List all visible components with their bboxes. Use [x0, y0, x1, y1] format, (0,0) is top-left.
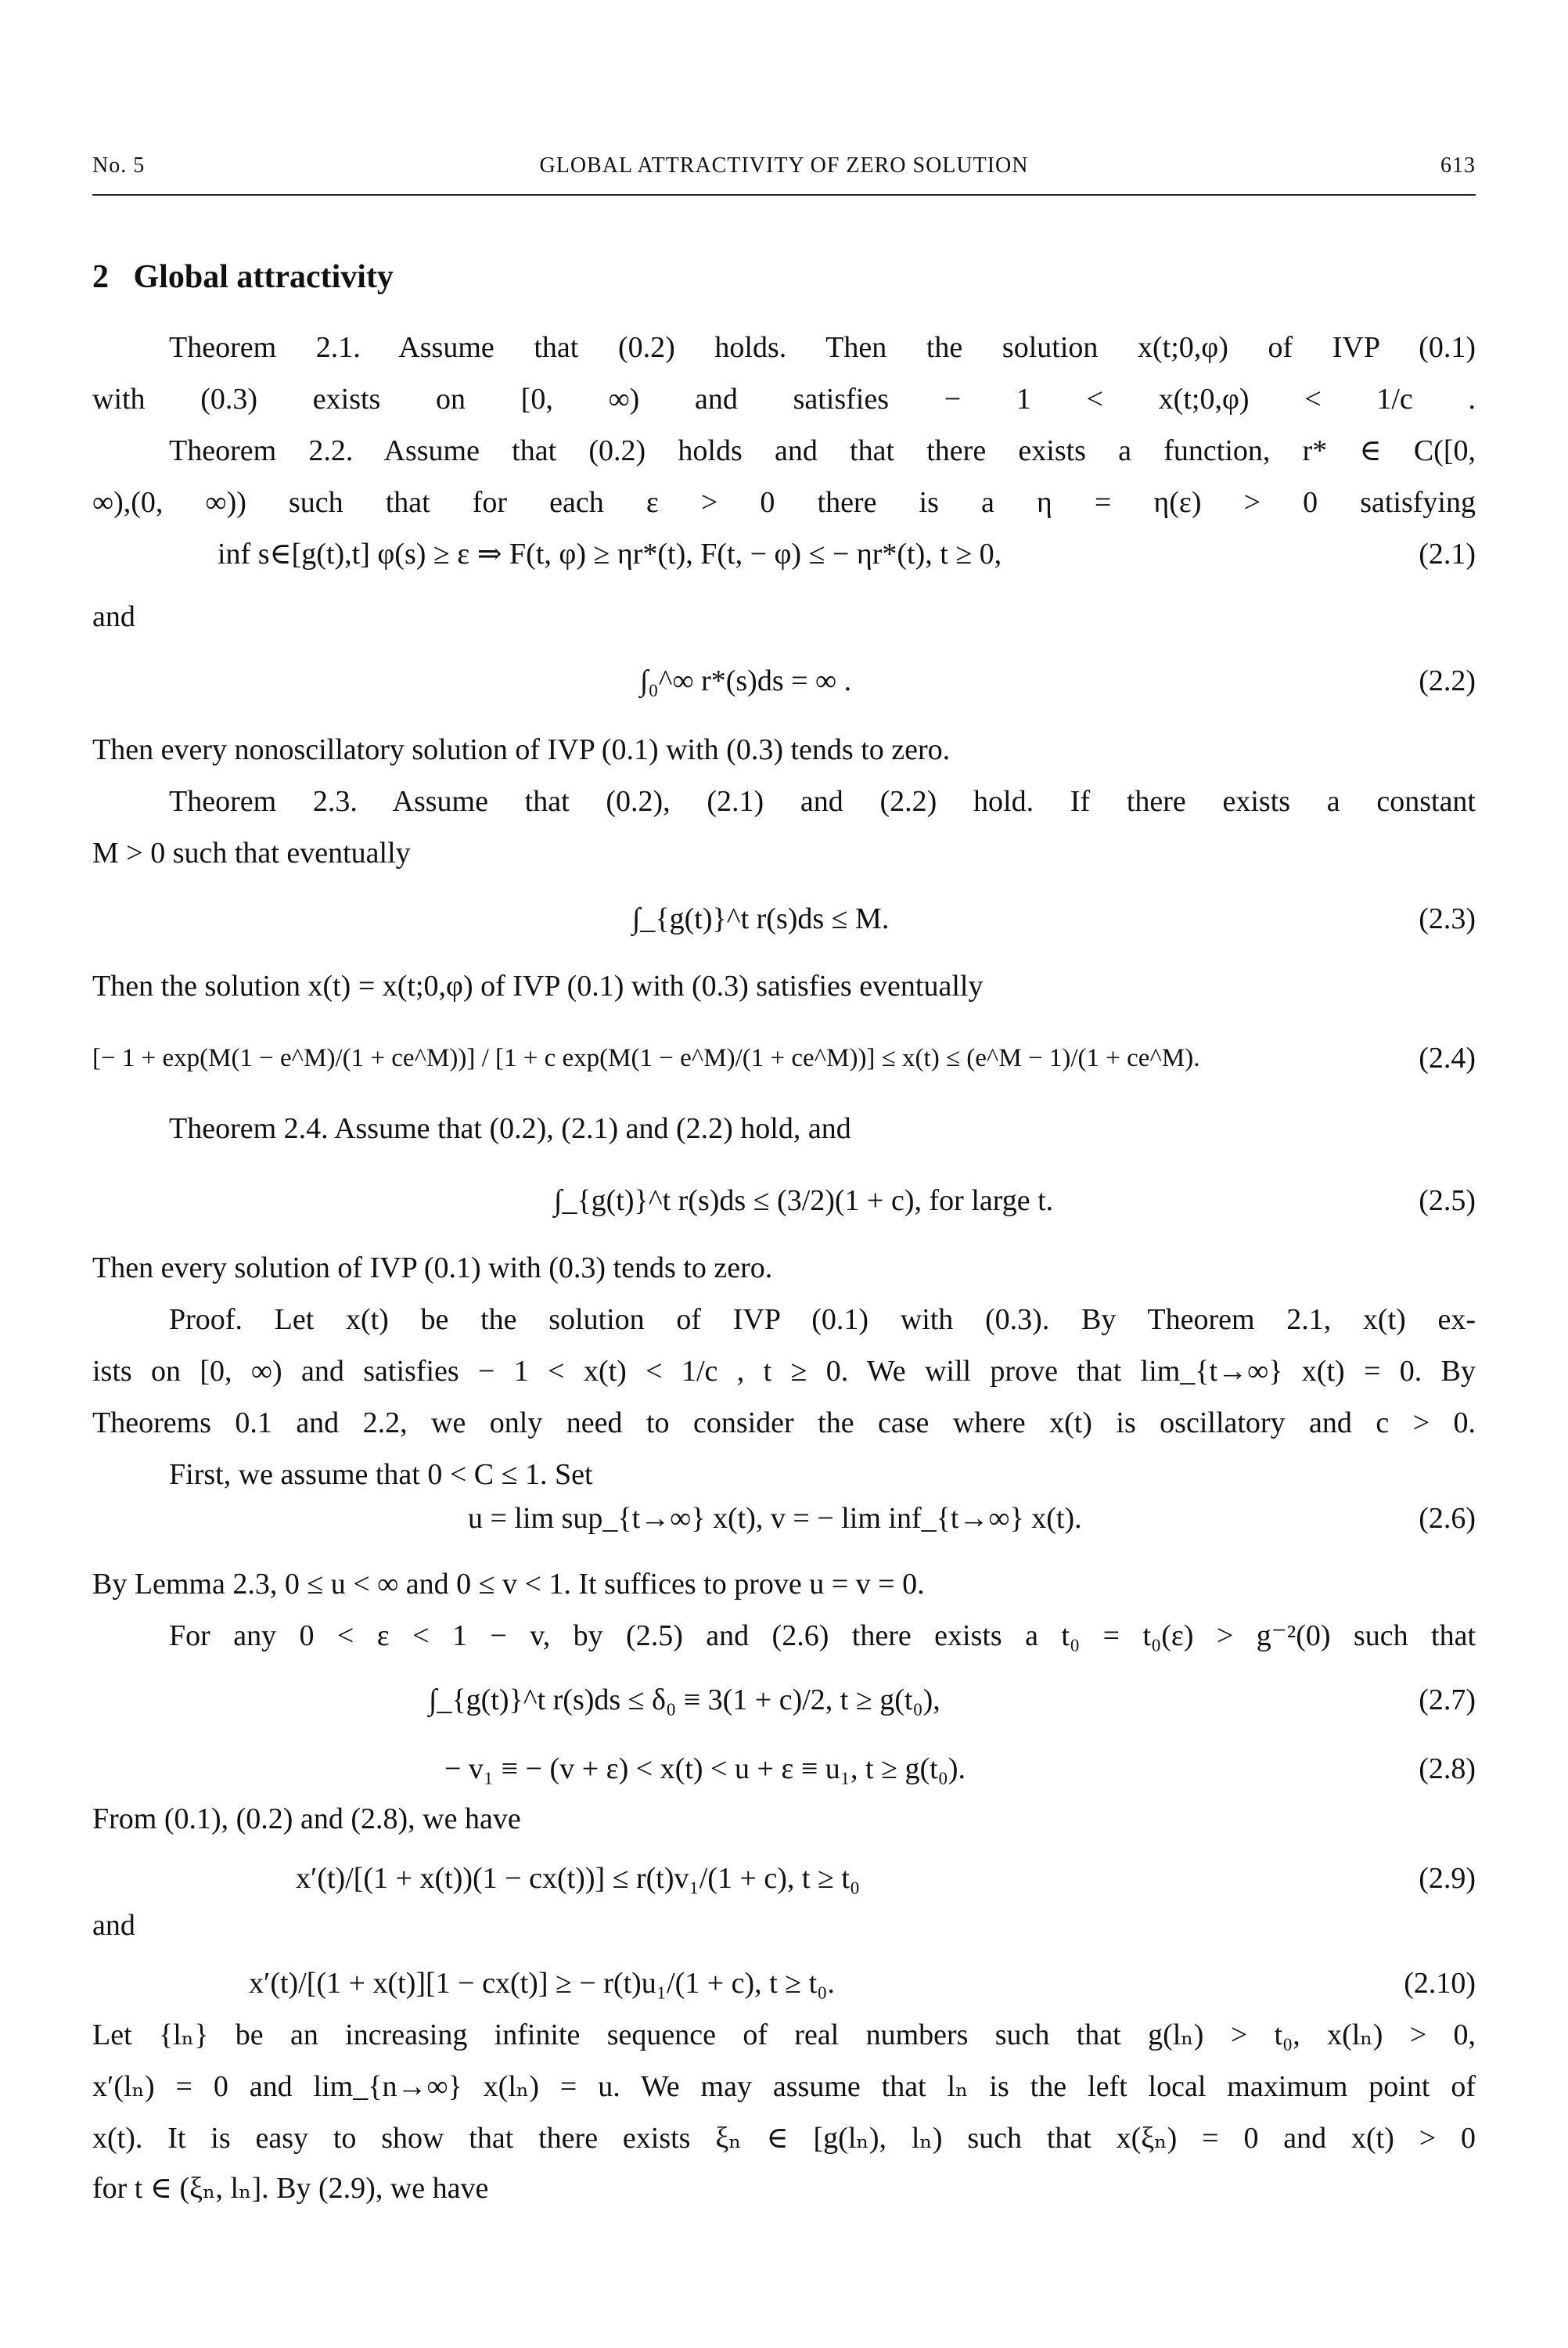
theorem-2-2-line-1: Theorem 2.2. Assume that (0.2) holds and that there exists a function, r* ∈ C([0, — [169, 434, 1476, 467]
proof-line-5: By Lemma 2.3, 0 ≤ u < ∞ and 0 ≤ v < 1. It suffices to prove u = v = 0. — [92, 1568, 925, 1601]
header-rule — [92, 194, 1476, 196]
running-title: GLOBAL ATTRACTIVITY OF ZERO SOLUTION — [539, 153, 1029, 178]
running-header — [92, 153, 1476, 191]
theorem-2-4-line-1: Theorem 2.4. Assume that (0.2), (2.1) and (2.2) hold, and — [169, 1112, 851, 1145]
equation-2-9-body: x′(t)/[(1 + x(t))(1 − cx(t))] ≤ r(t)v₁/(1 + c), t ≥ t₀ — [296, 1862, 861, 1895]
equation-2-9-number: (2.9) — [1419, 1862, 1476, 1895]
equation-2-5-number: (2.5) — [1419, 1184, 1476, 1217]
theorem-2-2-conclusion: Then every nonoscillatory solution of IVP (0.1) with (0.3) tends to zero. — [92, 733, 951, 766]
proof-line-10: x(t). It is easy to show that there exists ξₙ ∈ [g(lₙ), lₙ) such that x(ξₙ) = 0 and x(t) > 0 — [92, 2122, 1476, 2155]
equation-2-10-body: x′(t)/[(1 + x(t)][1 − cx(t)] ≥ − r(t)u₁/(1 + c), t ≥ t₀. — [249, 1967, 835, 2000]
equation-2-6-number: (2.6) — [1419, 1502, 1476, 1535]
proof-line-6: For any 0 < ε < 1 − v, by (2.5) and (2.6) there exists a t₀ = t₀(ε) > g⁻²(0) such that — [169, 1619, 1476, 1652]
theorem-2-2-line-2: ∞),(0, ∞)) such that for each ε > 0 there is a η = η(ε) > 0 satisfying — [92, 486, 1476, 519]
equation-2-1-number: (2.1) — [1419, 538, 1476, 571]
proof-line-9: x′(lₙ) = 0 and lim_{n→∞} x(lₙ) = u. We may assume that lₙ is the left local maximum point of — [92, 2070, 1476, 2103]
theorem-2-3-conclusion: Then the solution x(t) = x(t;0,φ) of IVP (0.1) with (0.3) satisfies eventually — [92, 970, 984, 1003]
equation-2-4-body: [− 1 + exp(M(1 − e^M)/(1 + ce^M))] / [1 + c exp(M(1 − e^M)/(1 + ce^M))] ≤ x(t) ≤ (e^M − 1)/(1 + ce^M). — [92, 1044, 1200, 1072]
proof-line-7: From (0.1), (0.2) and (2.8), we have — [92, 1802, 521, 1835]
equation-2-2-body: ∫₀^∞ r*(s)ds = ∞ . — [640, 664, 852, 697]
equation-2-7-number: (2.7) — [1419, 1684, 1476, 1716]
equation-2-4-number: (2.4) — [1419, 1042, 1476, 1075]
section-number: 2 — [92, 259, 109, 295]
equation-2-8-number: (2.8) — [1419, 1752, 1476, 1785]
equation-2-5-body: ∫_{g(t)}^t r(s)ds ≤ (3/2)(1 + c), for large t. — [554, 1184, 1054, 1217]
proof-line-11: for t ∈ (ξₙ, lₙ]. By (2.9), we have — [92, 2172, 489, 2205]
proof-line-1: Proof. Let x(t) be the solution of IVP (0.1) with (0.3). By Theorem 2.1, x(t) ex- — [169, 1303, 1476, 1336]
equation-2-10-number: (2.10) — [1404, 1967, 1476, 2000]
equation-2-3-number: (2.3) — [1419, 902, 1476, 935]
text-and-2: and — [92, 1909, 135, 1942]
proof-line-2: ists on [0, ∞) and satisfies − 1 < x(t) < 1/c , t ≥ 0. We will prove that lim_{t→∞} x(t) = 0. By — [92, 1355, 1476, 1388]
equation-2-6-body: u = lim sup_{t→∞} x(t), v = − lim inf_{t→∞} x(t). — [468, 1502, 1082, 1535]
theorem-2-3-line-2: M > 0 such that eventually — [92, 837, 411, 870]
theorem-2-1-line-1: Theorem 2.1. Assume that (0.2) holds. Then the solution x(t;0,φ) of IVP (0.1) — [169, 331, 1476, 364]
theorem-2-4-conclusion: Then every solution of IVP (0.1) with (0.3) tends to zero. — [92, 1251, 773, 1284]
equation-2-3-body: ∫_{g(t)}^t r(s)ds ≤ M. — [632, 902, 890, 935]
section-title: Global attractivity — [133, 259, 394, 295]
proof-line-3: Theorems 0.1 and 2.2, we only need to consider the case where x(t) is oscillatory and c > 0. — [92, 1406, 1476, 1439]
equation-2-2-number: (2.2) — [1419, 664, 1476, 697]
issue-number: No. 5 — [92, 153, 146, 178]
equation-2-7-body: ∫_{g(t)}^t r(s)ds ≤ δ₀ ≡ 3(1 + c)/2, t ≥ g(t₀), — [429, 1684, 940, 1716]
equation-2-1-body: inf s∈[g(t),t] φ(s) ≥ ε ⇒ F(t, φ) ≥ ηr*(t), F(t, − φ) ≤ − ηr*(t), t ≥ 0, — [218, 538, 1002, 571]
equation-2-8-body: − v₁ ≡ − (v + ε) < x(t) < u + ε ≡ u₁, t ≥ g(t₀). — [444, 1752, 966, 1785]
proof-line-4: First, we assume that 0 < C ≤ 1. Set — [169, 1458, 593, 1491]
text-and-1: and — [92, 600, 135, 633]
theorem-2-1-line-2: with (0.3) exists on [0, ∞) and satisfies − 1 < x(t;0,φ) < 1/c . — [92, 383, 1476, 416]
proof-line-8: Let {lₙ} be an increasing infinite sequence of real numbers such that g(lₙ) > t₀, x(lₙ) > 0, — [92, 2018, 1476, 2051]
section-heading — [92, 258, 1476, 296]
page-number: 613 — [1440, 153, 1476, 178]
theorem-2-3-line-1: Theorem 2.3. Assume that (0.2), (2.1) and (2.2) hold. If there exists a constant — [169, 785, 1476, 818]
